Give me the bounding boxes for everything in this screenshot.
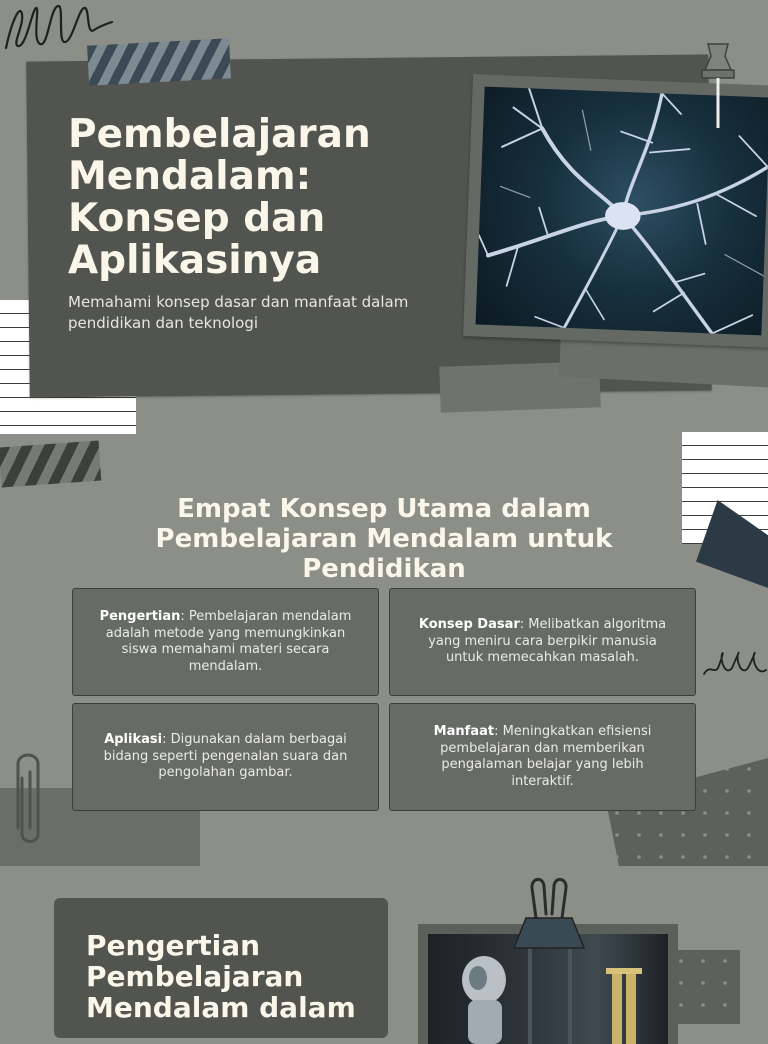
binder-clip-icon (510, 874, 588, 954)
concept-text: : Digunakan dalam berbagai bidang seperti pengenalan suara dan pengolahan gambar. (103, 732, 348, 781)
concept-text: : Melibatkan algoritma yang meniru cara berpikir manusia untuk memecahkan masalah. (428, 617, 667, 666)
dotted-paper-decoration (670, 950, 740, 1024)
concept-card-konsep-dasar (389, 588, 696, 696)
paperclip-icon (12, 748, 48, 852)
concept-term: Aplikasi (104, 732, 163, 748)
concept-term: Konsep Dasar (418, 617, 520, 633)
hero-title: Pembelajaran Mendalam: Konsep dan Aplikasinya (68, 112, 371, 283)
washi-tape (87, 38, 231, 85)
concept-text: : Meningkatkan efisiensi pembelajaran dan memberikan pengalaman belajar yang lebih interaktif. (440, 724, 652, 789)
bottom-title: Pengertian Pembelajaran Mendalam dalam (86, 929, 356, 1024)
concept-card-pengertian (72, 588, 379, 696)
section-heading: Empat Konsep Utama dalam Pembelajaran Mendalam untuk Pendidikan (155, 494, 613, 584)
pushpin-icon (698, 40, 738, 132)
scribble-icon (702, 644, 768, 684)
washi-tape (0, 441, 101, 488)
concept-term: Manfaat (433, 724, 495, 739)
concept-card-manfaat (389, 703, 696, 811)
concept-card-aplikasi (72, 703, 379, 811)
hero-subtitle: Memahami konsep dasar dan manfaat dalam pendidikan dan teknologi (68, 293, 409, 332)
concept-text: : Pembelajaran mendalam adalah metode yang memungkinkan siswa memahami materi secara mendalam. (105, 609, 352, 674)
concept-term: Pengertian (99, 609, 181, 624)
